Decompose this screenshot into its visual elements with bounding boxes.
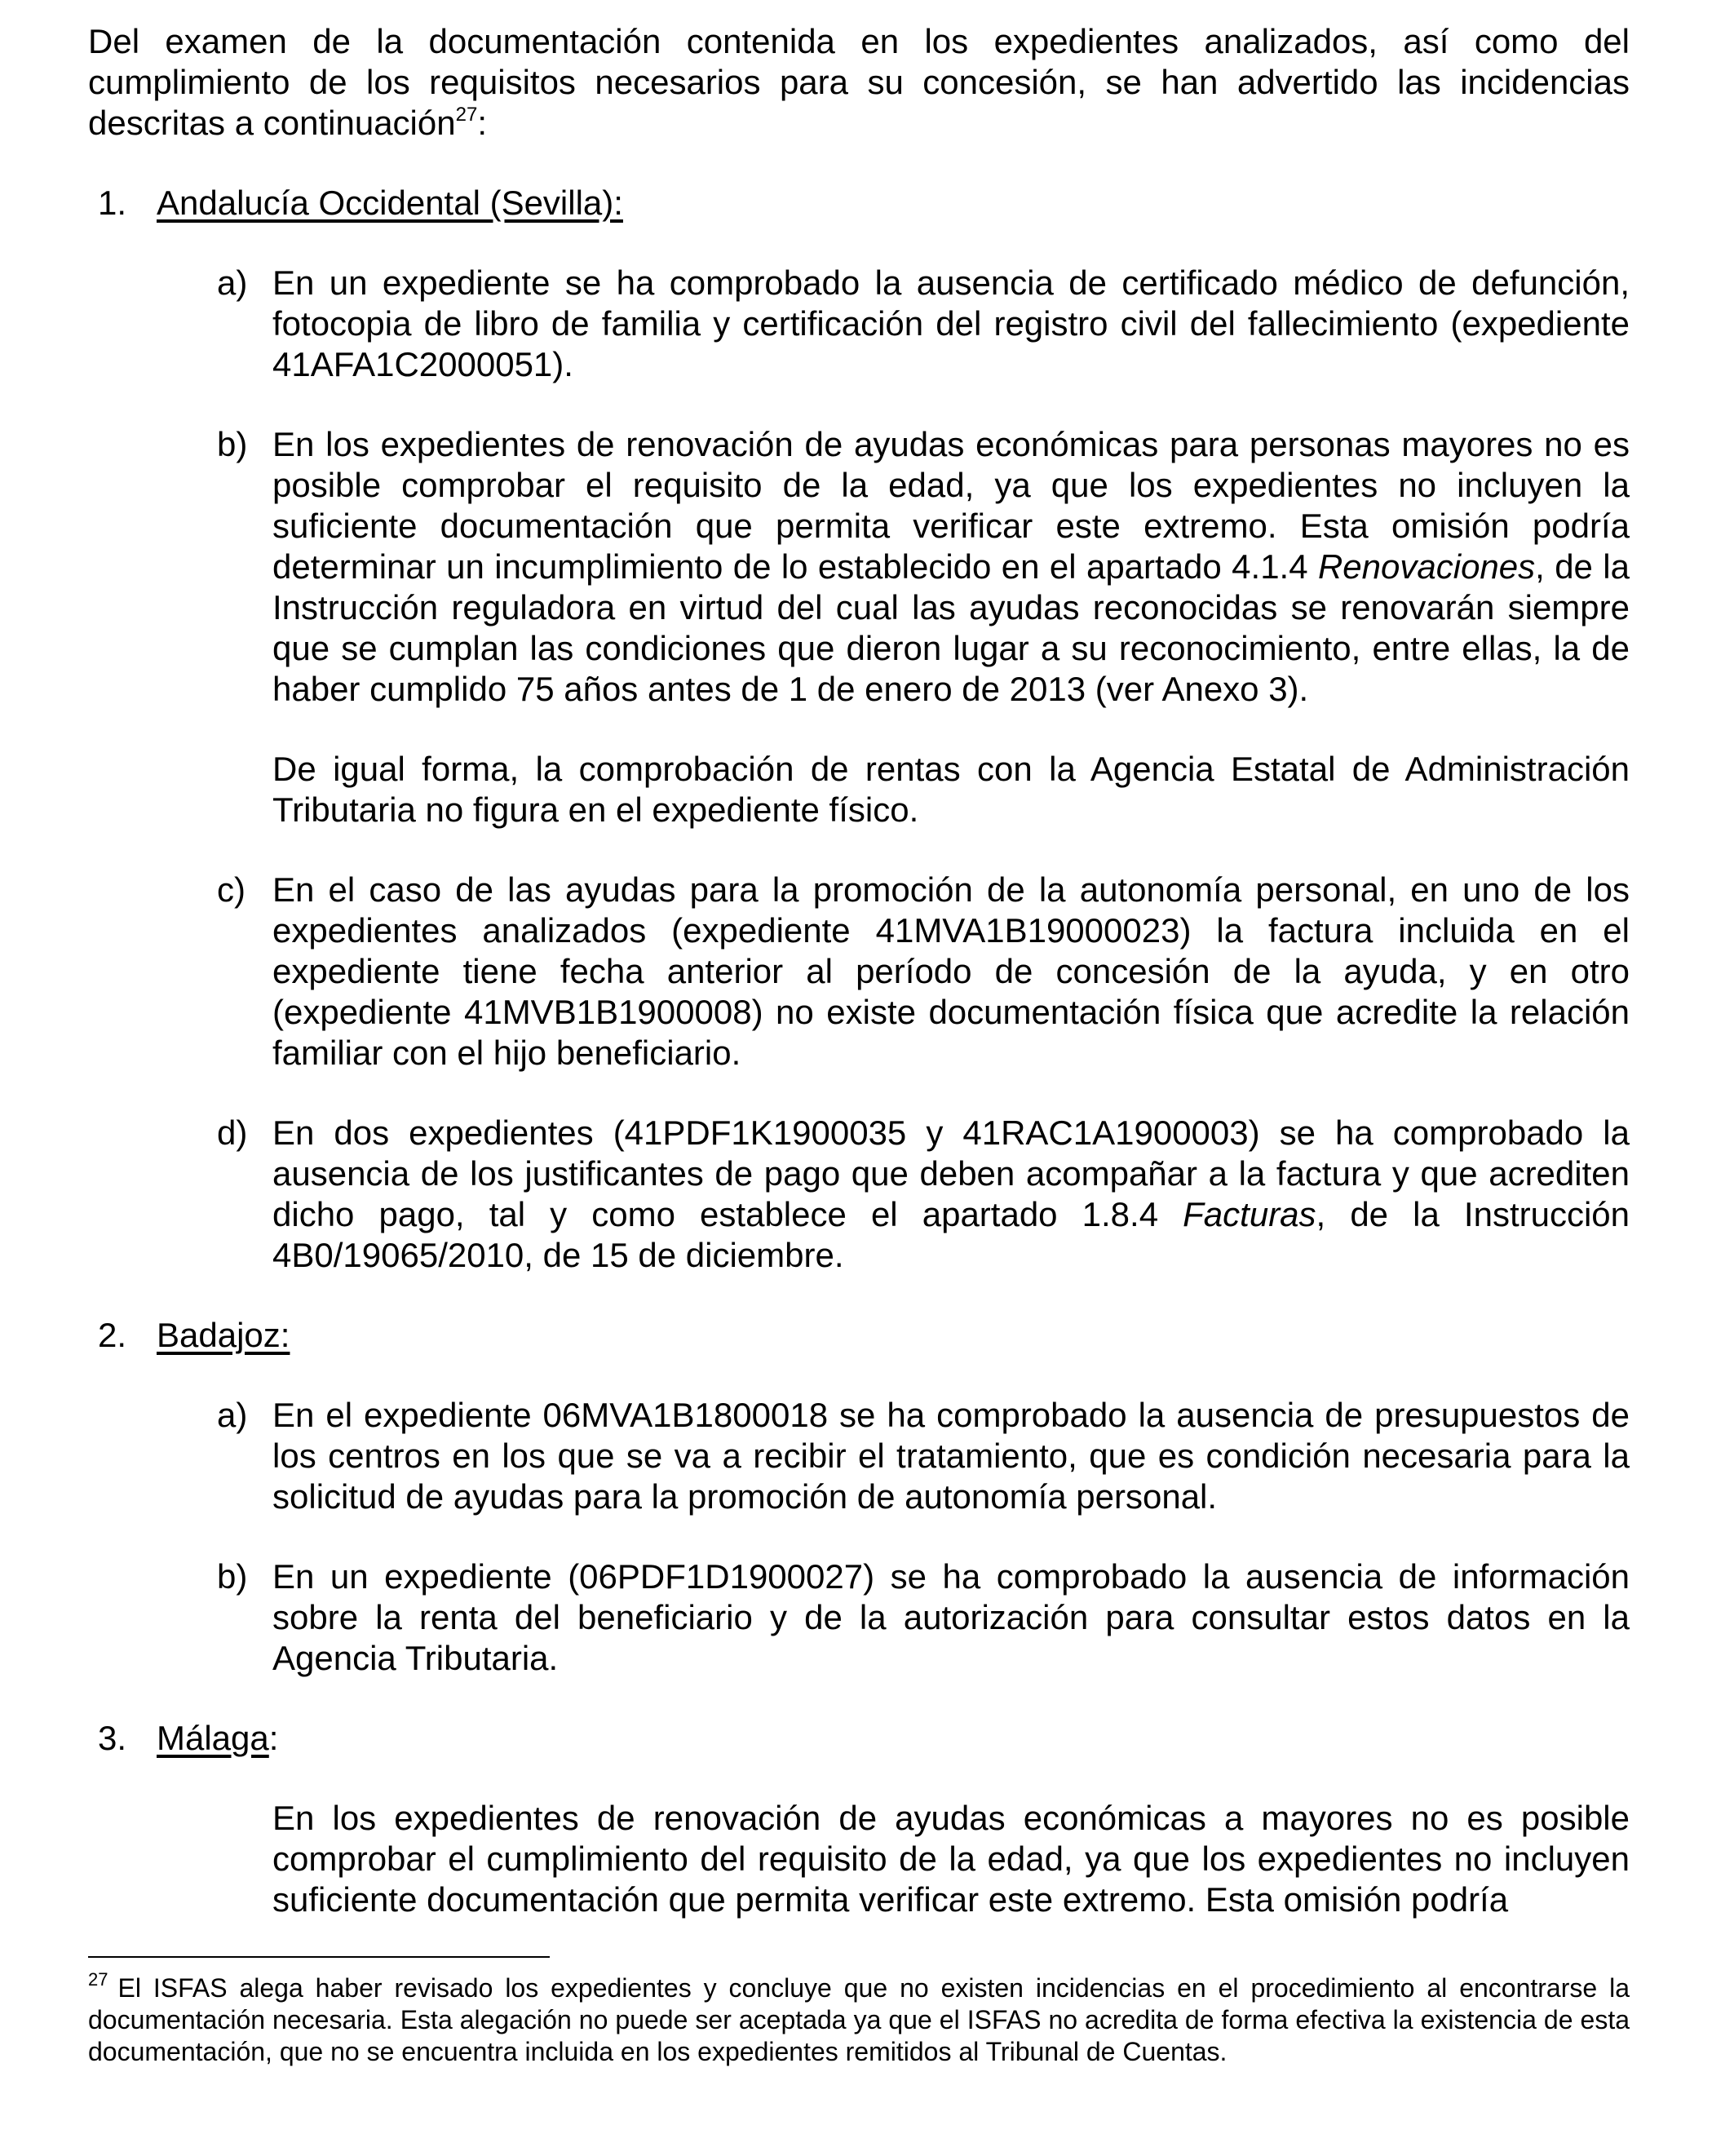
item-text: En el expediente 06MVA1B1800018 se ha comprobado la ausencia de presupuestos de los centros en los que se va a recibir el tratamiento, que es condición necesaria para la solicitud de ayudas para la promoción de autonomía personal. xyxy=(272,1396,1630,1516)
italic-term: Facturas xyxy=(1183,1195,1316,1233)
list-item xyxy=(157,1556,1630,1679)
section-malaga xyxy=(88,1718,1630,1920)
footnote-separator xyxy=(88,1956,550,1958)
section-heading: Málaga xyxy=(157,1719,269,1757)
item-marker: d) xyxy=(217,1113,248,1152)
intro-paragraph xyxy=(88,21,1630,144)
section-badajoz xyxy=(88,1315,1630,1679)
item-text: En los expedientes de renovación de ayudas económicas para personas mayores no es posible comprobar el requisito de la edad, ya que los expedientes no incluyen la suficiente documentación que permita verificar este extremo. Esta omisión podría determinar un incumplimiento de lo establecido en el apartado 4.1.4 Renovaciones, de la Instrucción reguladora en virtud del cual las ayudas reconocidas se renovarán siempre que se cumplan las condiciones que dieron lugar a su reconocimiento, entre ellas, la de haber cumplido 75 años antes de 1 de enero de 2013 (ver Anexo 3). xyxy=(272,425,1630,708)
section-heading: Andalucía Occidental (Sevilla): xyxy=(157,184,623,222)
intro-tail: : xyxy=(477,104,487,142)
section-number: 3. xyxy=(98,1719,127,1757)
item-text: En un expediente (06PDF1D1900027) se ha comprobado la ausencia de información sobre la renta del beneficiario y de la autorización para consultar estos datos en la Agencia Tributaria. xyxy=(272,1557,1630,1677)
footnote-ref[interactable]: 27 xyxy=(455,104,478,126)
section-heading-tail: : xyxy=(268,1719,279,1757)
list-item xyxy=(157,263,1630,385)
item-text: En el caso de las ayudas para la promoción de la autonomía personal, en uno de los expedientes analizados (expediente 41MVA1B19000023) la factura incluida en el expediente tiene fecha anterior al período de concesión de la ayuda, y en otro (expediente 41MVB1B1900008) no existe documentación física que acredite la relación familiar con el hijo beneficiario. xyxy=(272,870,1630,1072)
item-marker: c) xyxy=(217,870,246,909)
list-item xyxy=(157,424,1630,830)
item-extra-text: De igual forma, la comprobación de rentas con la Agencia Estatal de Administración Tributaria no figura en el expediente físico. xyxy=(272,750,1630,829)
footnote-text: El ISFAS alega haber revisado los expedientes y concluye que no existen incidencias en el procedimiento al encontrarse la documentación necesaria. Esta alegación no puede ser aceptada ya que el ISFAS no acredita de forma efectiva la existencia de esta documentación, que no se encuentra incluida en los expedientes remitidos al Tribunal de Cuentas. xyxy=(88,1973,1630,2066)
item-marker: a) xyxy=(217,263,248,302)
item-text: En un expediente se ha comprobado la ausencia de certificado médico de defunción, fotocopia de libro de familia y certificación del registro civil del fallecimiento (expediente 41AFA1C2000051). xyxy=(272,263,1630,383)
footnote xyxy=(88,1969,1630,2068)
intro-text: Del examen de la documentación contenida en los expedientes analizados, así como del cumplimiento de los requisitos necesarios para su concesión, se han advertido las incidencias descritas a continuación xyxy=(88,22,1630,142)
list-item xyxy=(157,1395,1630,1517)
list-item xyxy=(157,870,1630,1074)
item-marker: b) xyxy=(217,425,248,463)
section-heading: Badajoz: xyxy=(157,1316,290,1354)
section-number: 2. xyxy=(98,1316,127,1354)
item-text: En dos expedientes (41PDF1K1900035 y 41RAC1A1900003) se ha comprobado la ausencia de los justificantes de pago que deben acompañar a la factura y que acrediten dicho pago, tal y como establece el apartado 1.8.4 Facturas, de la Instrucción 4B0/19065/2010, de 15 de diciembre. xyxy=(272,1113,1630,1274)
document-body xyxy=(88,21,1630,1959)
section-text: En los expedientes de renovación de ayudas económicas a mayores no es posible comprobar el cumplimiento del requisito de la edad, ya que los expedientes no incluyen suficiente documentación que permita verificar este extremo. Esta omisión podría xyxy=(272,1799,1630,1919)
item-list xyxy=(157,1395,1630,1679)
italic-term: Renovaciones xyxy=(1317,547,1536,586)
list-item xyxy=(157,1113,1630,1276)
section-number: 1. xyxy=(98,184,127,222)
item-marker: b) xyxy=(217,1557,248,1596)
item-marker: a) xyxy=(217,1396,248,1434)
section-sevilla xyxy=(88,183,1630,1276)
item-list xyxy=(157,263,1630,1276)
footnote-number: 27 xyxy=(88,1969,108,1990)
